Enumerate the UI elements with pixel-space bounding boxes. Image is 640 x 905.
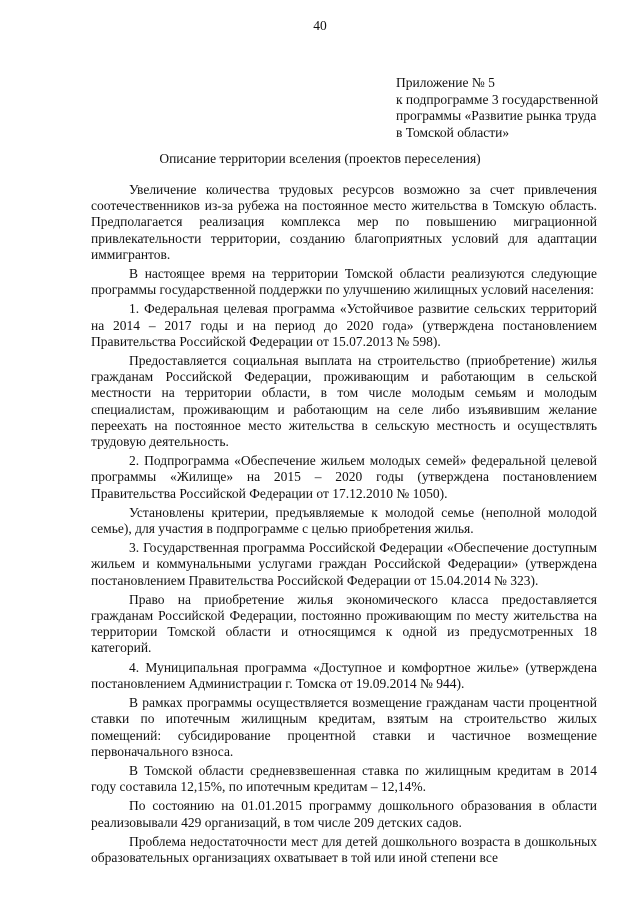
page-number: 40: [313, 18, 327, 33]
paragraph: 2. Подпрограмма «Обеспечение жильем молодых семей» федеральной целевой программы «Жилище» на 2015 – 2020 годы (утверждена постановлением Правительства Российской Федерации от 17.12.2010 № 1050).: [91, 453, 597, 501]
paragraph: По состоянию на 01.01.2015 программу дошкольного образования в области реализовывали 429 организаций, в том числе 209 детских садов.: [91, 798, 597, 830]
appendix-line-1: Приложение № 5: [396, 75, 495, 90]
appendix-header: [396, 75, 611, 141]
paragraph: 3. Государственная программа Российской Федерации «Обеспечение доступным жильем и коммунальными услугами граждан Российской Федерации» (утверждена постановлением Правительства Российской Федерации от 15.04.2014 № 323).: [91, 540, 597, 588]
paragraph: 4. Муниципальная программа «Доступное и комфортное жилье» (утверждена постановлением Администрации г. Томска от 19.09.2014 № 944).: [91, 659, 597, 691]
paragraph: Предоставляется социальная выплата на строительство (приобретение) жилья гражданам Российской Федерации, проживающим и работающим в сельской местности на территории области, в том числе молодым семьям и молодым специалистам, проживающим и работающим на селе либо изъявившим желание переехать на постоянное место жительства в сельскую местность и осуществлять трудовую деятельность.: [91, 353, 597, 450]
document-body: [91, 182, 597, 869]
appendix-line-2: к подпрограмме 3 государственной: [396, 91, 599, 107]
paragraph: Право на приобретение жилья экономического класса предоставляется гражданам Российской Федерации, постоянно проживающим по месту жительства на территории Томской области и относящимся к одной из предусмотренных 18 категорий.: [91, 591, 597, 656]
appendix-line-3: программы «Развитие рынка труда: [396, 108, 597, 123]
document-title: Описание территории вселения (проектов переселения): [159, 151, 481, 166]
paragraph: В настоящее время на территории Томской области реализуются следующие программы государственной поддержки по улучшению жилищных условий населения:: [91, 266, 597, 298]
paragraph: Увеличение количества трудовых ресурсов возможно за счет привлечения соотечественников из-за рубежа на постоянное место жительства в Томскую область. Предполагается реализация комплекса мер по повышению миграционной привлекательности территории, созданию благоприятных условий для адаптации иммигрантов.: [91, 182, 597, 262]
paragraph: В рамках программы осуществляется возмещение гражданам части процентной ставки по ипотечным жилищным кредитам, взятым на строительство жилых помещений: субсидирование процентной ставки и частичное возмещение первоначального взноса.: [91, 695, 597, 759]
paragraph: Установлены критерии, предъявляемые к молодой семье (неполной молодой семье), для участия в подпрограмме с целью приобретения жилья.: [91, 504, 597, 537]
paragraph: 1. Федеральная целевая программа «Устойчивое развитие сельских территорий на 2014 – 2017 годы и на период до 2020 года» (утверждена постановлением Правительства Российской Федерации от 15.07.2013 № 598).: [91, 301, 597, 349]
appendix-line-4: в Томской области»: [396, 124, 510, 140]
paragraph: В Томской области средневзвешенная ставка по жилищным кредитам в 2014 году составила 12,15%, по ипотечным кредитам – 12,14%.: [91, 762, 597, 795]
paragraph: Проблема недостаточности мест для детей дошкольного возраста в дошкольных образовательных организациях охватывает в той или иной степени все: [91, 833, 597, 865]
